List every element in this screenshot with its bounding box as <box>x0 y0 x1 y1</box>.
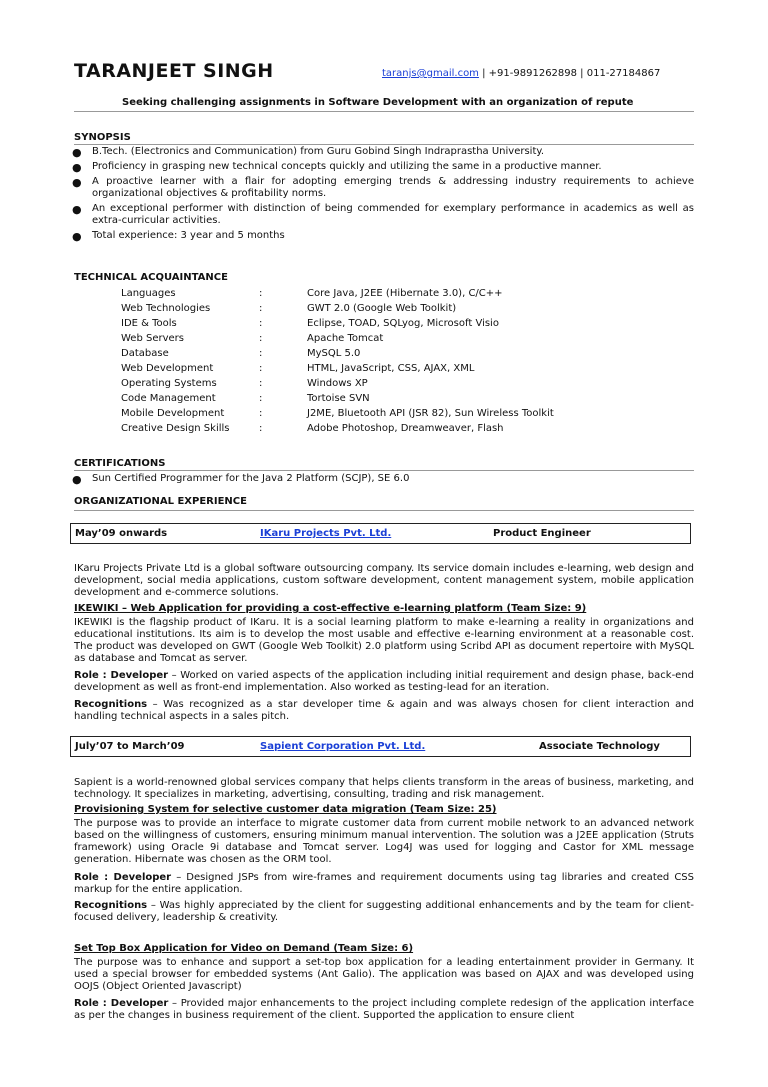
synopsis-list <box>74 146 694 245</box>
company-link[interactable]: IKaru Projects Pvt. Ltd. <box>260 528 392 539</box>
synopsis-item: ● An exceptional performer with distinction of being commended for exemplary performance in academics as well as extra-curricular activities. <box>74 203 694 227</box>
skills-table <box>121 288 554 438</box>
job-role: Product Engineer <box>493 528 591 539</box>
skill-separator: : <box>259 318 263 329</box>
skill-separator: : <box>259 333 263 344</box>
role-text: – Worked on varied aspects of the application including initial requirement and design phase, back-end development as well as front-end implementation. Also worked as testing-lead for an iteration. <box>74 670 695 693</box>
skill-key: Mobile Development <box>121 408 225 419</box>
project-title: Set Top Box Application for Video on Demand (Team Size: 6) <box>74 943 414 954</box>
job-period: July’07 to March’09 <box>75 741 185 752</box>
skill-row <box>121 363 554 378</box>
skill-row <box>121 393 554 408</box>
skill-row <box>121 423 554 438</box>
skill-separator: : <box>259 363 263 374</box>
role-description <box>74 670 694 694</box>
job-role: Associate Technology <box>539 741 660 752</box>
skill-separator: : <box>259 303 263 314</box>
skill-value: Apache Tomcat <box>307 333 384 344</box>
skill-value: J2ME, Bluetooth API (JSR 82), Sun Wireless Toolkit <box>307 408 554 419</box>
skill-separator: : <box>259 378 263 389</box>
skill-row <box>121 378 554 393</box>
role-label: Role : Developer <box>74 872 172 883</box>
experience-divider <box>74 510 694 511</box>
synopsis-item: ● Total experience: 3 year and 5 months <box>74 230 694 242</box>
recognitions-description <box>74 699 694 723</box>
skill-row <box>121 333 554 348</box>
skill-key: Web Technologies <box>121 303 211 314</box>
skill-value: Eclipse, TOAD, SQLyog, Microsoft Visio <box>307 318 499 329</box>
skill-key: Operating Systems <box>121 378 217 389</box>
skill-value: Tortoise SVN <box>307 393 370 404</box>
skill-row <box>121 408 554 423</box>
synopsis-item: ● B.Tech. (Electronics and Communication) from Guru Gobind Singh Indraprastha University. <box>74 146 694 158</box>
experience-heading: ORGANIZATIONAL EXPERIENCE <box>74 496 247 507</box>
recognitions-label: Recognitions <box>74 900 148 911</box>
role-description <box>74 872 694 896</box>
role-label: Role : Developer <box>74 998 169 1009</box>
project-title: Provisioning System for selective customer data migration (Team Size: 25) <box>74 804 497 815</box>
skill-separator: : <box>259 288 263 299</box>
phone-numbers: | +91-9891262898 | 011-27184867 <box>478 68 661 79</box>
skill-row <box>121 288 554 303</box>
skill-row <box>121 318 554 333</box>
skill-value: Adobe Photoshop, Dreamweaver, Flash <box>307 423 504 434</box>
role-text: – Provided major enhancements to the project including complete redesign of the application interface as per the changes in business requirement of the client. Supported the application to ensure client <box>74 998 695 1021</box>
skill-key: Web Servers <box>121 333 184 344</box>
skill-key: Web Development <box>121 363 214 374</box>
certifications-heading: CERTIFICATIONS <box>74 458 166 469</box>
skill-key: IDE & Tools <box>121 318 177 329</box>
technical-heading: TECHNICAL ACQUAINTANCE <box>74 272 228 283</box>
skill-separator: : <box>259 408 263 419</box>
email-link[interactable]: taranjs@gmail.com <box>382 68 479 79</box>
job-header-sapient <box>70 736 691 757</box>
synopsis-item: ● A proactive learner with a flair for adopting emerging trends & addressing industry requirements to achieve organizational objectives & profitability norms. <box>74 176 694 200</box>
skill-separator: : <box>259 423 263 434</box>
skill-value: Windows XP <box>307 378 368 389</box>
company-description: IKaru Projects Private Ltd is a global software outsourcing company. Its service domain includes e-learning, web design and development, social media applications, custom software development, content management system, mobile application development and e-commerce solutions. <box>74 563 694 598</box>
objective-divider <box>74 111 694 112</box>
recognitions-description <box>74 900 694 924</box>
skill-key: Code Management <box>121 393 216 404</box>
certification-item: ● Sun Certified Programmer for the Java 2 Platform (SCJP), SE 6.0 <box>74 473 694 485</box>
skill-key: Languages <box>121 288 176 299</box>
career-objective: Seeking challenging assignments in Software Development with an organization of repute <box>122 97 634 108</box>
certifications-divider <box>74 470 694 471</box>
skill-value: GWT 2.0 (Google Web Toolkit) <box>307 303 457 314</box>
skill-row <box>121 303 554 318</box>
role-label: Role : Developer <box>74 670 169 681</box>
recognitions-label: Recognitions <box>74 699 148 710</box>
job-header-ikaru <box>70 523 691 544</box>
candidate-name: TARANJEET SINGH <box>74 60 274 82</box>
project-description: The purpose was to enhance and support a set-top box application for a leading entertainment provider in Germany. It used a special browser for embedded systems (Ant Galio). The application was based on AJAX and was developed using OOJS (Object Oriented Javascript) <box>74 957 694 992</box>
skill-value: MySQL 5.0 <box>307 348 361 359</box>
skill-separator: : <box>259 348 263 359</box>
company-link[interactable]: Sapient Corporation Pvt. Ltd. <box>260 741 426 752</box>
recognitions-text: – Was highly appreciated by the client for suggesting additional enhancements and by the team for client-focused delivery, leadership & creativity. <box>74 900 694 923</box>
skill-row <box>121 348 554 363</box>
skill-key: Creative Design Skills <box>121 423 230 434</box>
certifications-list <box>74 473 694 488</box>
synopsis-heading: SYNOPSIS <box>74 132 131 143</box>
company-description: Sapient is a world-renowned global services company that helps clients transform in the areas of business, marketing, and technology. It specializes in marketing, advertising, consulting, trading and risk management. <box>74 777 694 800</box>
synopsis-divider <box>74 144 694 145</box>
skill-value: Core Java, J2EE (Hibernate 3.0), C/C++ <box>307 288 503 299</box>
project-description: IKEWIKI is the flagship product of IKaru. It is a social learning platform to make e-learning a reality in organizations and educational institutions. Its aim is to develop the most usable and effective e-learning environment at a reasonable cost. The product was developed on GWT (Google Web Toolkit) 2.0 platform using Scribd API as document repertoire with MySQL as database and Tomcat as server. <box>74 617 694 664</box>
skill-key: Database <box>121 348 169 359</box>
job-period: May’09 onwards <box>75 528 168 539</box>
contact-line <box>382 68 660 79</box>
skill-separator: : <box>259 393 263 404</box>
role-text: – Designed JSPs from wire-frames and requirement documents using tag libraries and created CSS markup for the entire application. <box>74 872 694 895</box>
role-description <box>74 998 694 1022</box>
synopsis-item: ● Proficiency in grasping new technical concepts quickly and utilizing the same in a productive manner. <box>74 161 694 173</box>
recognitions-text: – Was recognized as a star developer time & again and was always chosen for client interaction and handling technical aspects in a sales pitch. <box>74 699 694 722</box>
skill-value: HTML, JavaScript, CSS, AJAX, XML <box>307 363 475 374</box>
project-description: The purpose was to provide an interface to migrate customer data from current mobile network to an advanced network based on the willingness of customers, ensuring minimum manual intervention. The solution was a J2EE application (Struts framework) using Oracle 9i database and Tomcat server. Log4J was used for logging and Castor for XML message generation. Hibernate was chosen as the ORM tool. <box>74 818 694 865</box>
project-title: IKEWIKI – Web Application for providing a cost-effective e-learning platform (Team Size: 9) <box>74 603 587 614</box>
